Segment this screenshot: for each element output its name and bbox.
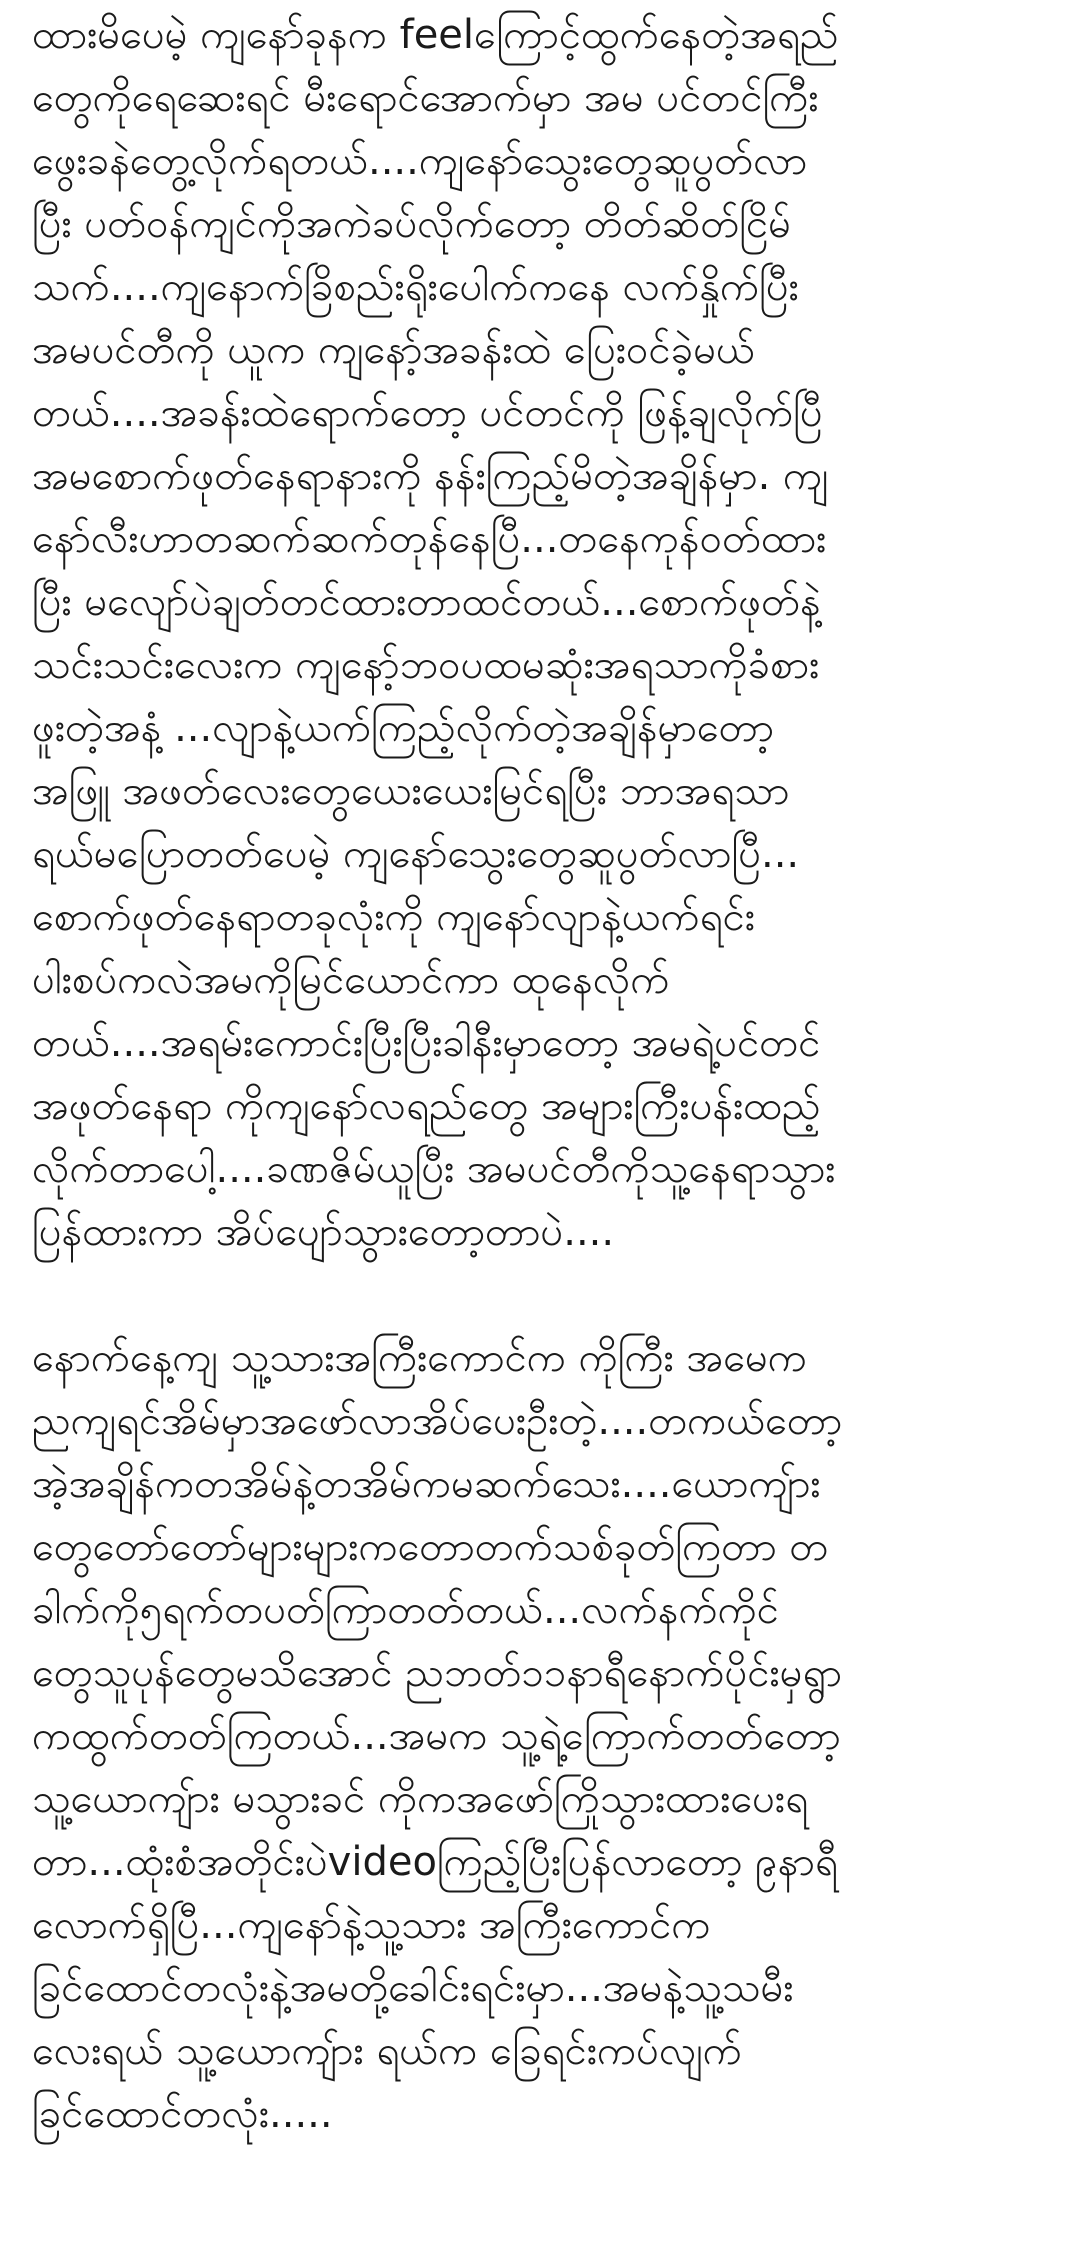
text-line: အဖုတ်နေရာ ကိုကျနော်လရည်တွေ အများကြီးပန်းထည့် bbox=[32, 1083, 821, 1129]
text-line: သူ့ယောကျ်ား မသွားခင် ကိုကအဖော်ကြိုသွားထားပေးရ bbox=[32, 1776, 809, 1822]
text-line: တာ...ထုံးစံအတိုင်းပဲvideoကြည့်ပြီးပြန်လာတော့ ၉နာရီ bbox=[32, 1839, 838, 1885]
text-line: ကထွက်တတ်ကြတယ်...အမက သူ့ရဲ့ကြောက်တတ်တော့ bbox=[32, 1713, 841, 1759]
text-line: ခြင်ထောင်တလုံး..... bbox=[32, 2091, 333, 2137]
text-line: လောက်ရှိပြီ...ကျနော်နဲ့သူ့သား အကြီးကောင်က bbox=[32, 1902, 711, 1948]
text-line: ပြန်ထားကာ အိပ်ပျော်သွားတော့တာပဲ.... bbox=[32, 1209, 615, 1255]
text-line: တယ်....အခန်းထဲရောက်တော့ ပင်တင်ကို ဖြန့်ချလိုက်ပြီ bbox=[32, 390, 823, 436]
text-line: ဖွေးခနဲတွေ့လိုက်ရတယ်....ကျနော်သွေးတွေဆူပွတ်လာ bbox=[32, 138, 808, 184]
text-line: ပြီး ပတ်ဝန်ကျင်ကိုအကဲခပ်လိုက်တော့ တိတ်ဆိတ်ငြိမ် bbox=[32, 201, 792, 247]
text-line: ဖူးတဲ့အနံ့ ...လျာနဲ့ယက်ကြည့်လိုက်တဲ့အချိန်မှာတော့ bbox=[32, 705, 774, 751]
text-line: ခြင်ထောင်တလုံးနဲ့အမတို့ခေါင်းရင်းမှာ...အမနဲ့သူ့သမီး bbox=[32, 1965, 794, 2011]
story-paragraph-1 bbox=[32, 4, 1052, 1264]
text-line: လေးရယ် သူ့ယောကျ်ား ရယ်က ခြေရင်းကပ်လျက် bbox=[32, 2028, 742, 2074]
text-line: တယ်....အရမ်းကောင်းပြီးပြီးခါနီးမှာတော့ အမရဲ့ပင်တင် bbox=[32, 1020, 821, 1066]
text-line: ထားမိပေမဲ့ ကျနော်ခုနက feelကြောင့်ထွက်နေတဲ့အရည် bbox=[32, 12, 839, 58]
text-line: သက်....ကျနောက်ခြိစည်းရိုးပေါက်ကနေ လက်နှိုက်ပြီး bbox=[32, 264, 799, 310]
text-line: တွေတော်တော်များများကတောတက်သစ်ခုတ်ကြတာ တ bbox=[32, 1524, 829, 1570]
text-line: နောက်နေ့ကျ သူ့သားအကြီးကောင်က ကိုကြီး အမေက bbox=[32, 1335, 807, 1381]
text-line: တွေကိုရေဆေးရင် မီးရောင်အောက်မှာ အမ ပင်တင်ကြီး bbox=[32, 75, 819, 121]
text-line: ပါးစပ်ကလဲအမကိုမြင်ယောင်ကာ ထုနေလိုက် bbox=[32, 957, 670, 1003]
text-line: တွေသူပုန်တွေမသိအောင် ညဘတ်၁၁နာရီနောက်ပိုင်းမှရွာ bbox=[32, 1650, 842, 1696]
story-paragraph-2 bbox=[32, 1327, 1052, 2146]
text-line: အဖြူ အဖတ်လေးတွေယေးယေးမြင်ရပြီး ဘာအရသာ bbox=[32, 768, 790, 814]
text-line: အဲ့အချိန်ကတအိမ်နဲ့တအိမ်ကမဆက်သေး....ယောကျ်ား bbox=[32, 1461, 821, 1507]
text-line: ခါက်ကို၅ရက်တပတ်ကြာတတ်တယ်...လက်နက်ကိုင် bbox=[32, 1587, 779, 1633]
text-line: အမပင်တီကို ယူက ကျနော့်အခန်းထဲ ပြေးဝင်ခဲ့မယ် bbox=[32, 327, 755, 373]
text-line: စောက်ဖုတ်နေရာတခုလုံးကို ကျနော်လျာနဲ့ယက်ရင်း bbox=[32, 894, 755, 940]
text-line: သင်းသင်းလေးက ကျနော့်ဘဝပထမဆုံးအရသာကိုခံစား bbox=[32, 642, 820, 688]
text-line: ညကျရင်အိမ်မှာအဖော်လာအိပ်ပေးဦးတဲ့....တကယ်တော့ bbox=[32, 1398, 843, 1444]
text-line: အမစောက်ဖုတ်နေရာနားကို နန်းကြည့်မိတဲ့အချိန်မှာ. ကျ bbox=[32, 453, 829, 499]
text-line: ပြီး မလျော်ပဲချတ်တင်ထားတာထင်တယ်...စောက်ဖုတ်နဲ့ bbox=[32, 579, 821, 625]
text-line: ရယ်မပြောတတ်ပေမဲ့ ကျနော်သွေးတွေဆူပွတ်လာပြီ... bbox=[32, 831, 800, 877]
text-line: လိုက်တာပေါ့....ခဏဇိမ်ယူပြီး အမပင်တီကိုသူ့နေရာသွား bbox=[32, 1146, 836, 1192]
text-line: နော်လီးဟာတဆက်ဆက်တုန်နေပြီ...တနေကုန်ဝတ်ထား bbox=[32, 516, 827, 562]
